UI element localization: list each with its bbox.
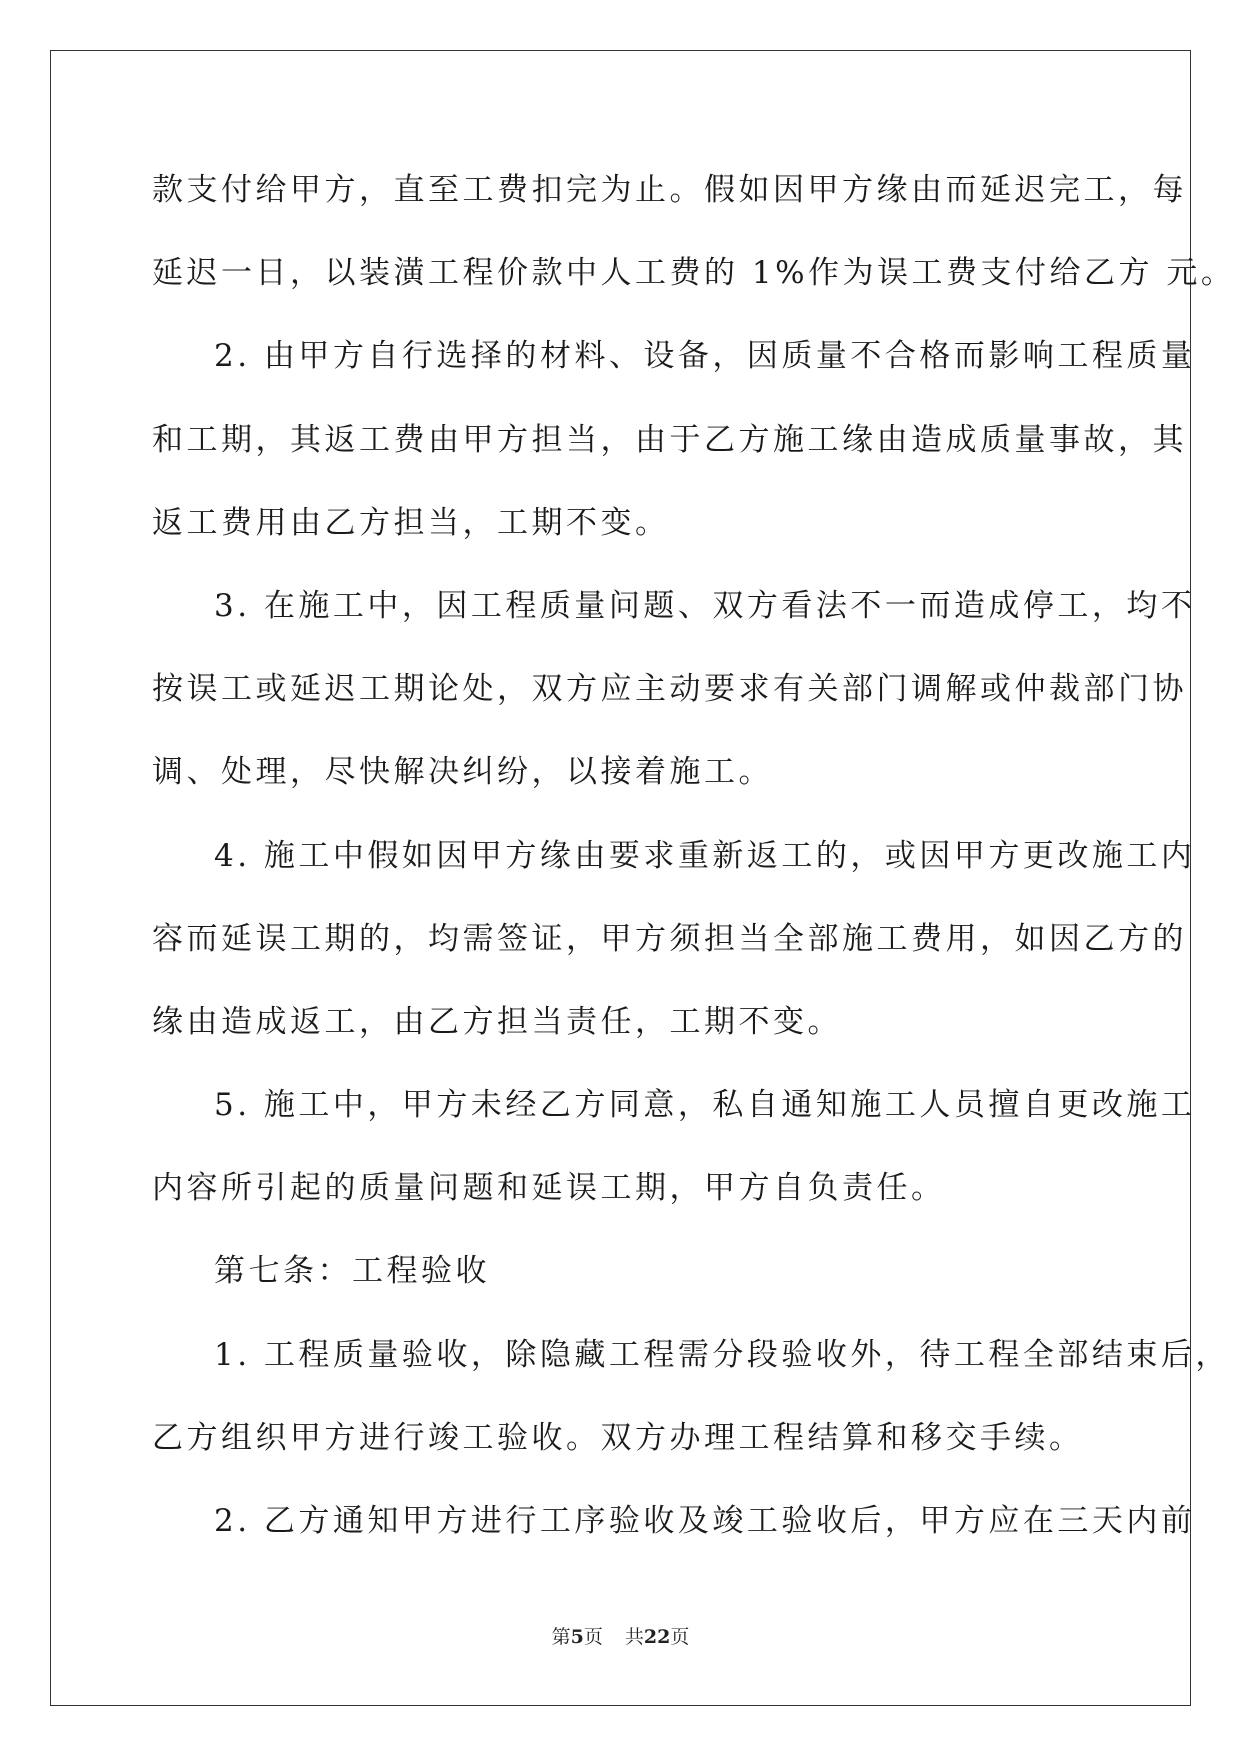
text-line: 内容所引起的质量问题和延误工期，甲方自负责任。 bbox=[152, 1170, 946, 1207]
text-line: 4. 施工中假如因甲方缘由要求重新返工的，或因甲方更改施工内 bbox=[214, 837, 1196, 874]
section-heading: 第七条：工程验收 bbox=[214, 1253, 490, 1290]
text-line: 按误工或延迟工期论处，双方应主动要求有关部门调解或仲裁部门协 bbox=[152, 671, 1187, 708]
text-line: 乙方组织甲方进行竣工验收。双方办理工程结算和移交手续。 bbox=[152, 1419, 1084, 1456]
total-prefix: 共 bbox=[624, 1626, 644, 1648]
text-line: 和工期，其返工费由甲方担当，由于乙方施工缘由造成质量事故，其 bbox=[152, 421, 1187, 458]
text-line: 2. 乙方通知甲方进行工序验收及竣工验收后，甲方应在三天内前 bbox=[214, 1503, 1196, 1539]
page-suffix: 页 bbox=[583, 1626, 603, 1648]
text-line: 调、处理，尽快解决纠纷，以接着施工。 bbox=[152, 754, 773, 791]
total-suffix: 页 bbox=[670, 1626, 690, 1648]
text-line: 款支付给甲方，直至工费扣完为止。假如因甲方缘由而延迟完工，每 bbox=[152, 172, 1187, 208]
text-line: 1. 工程质量验收，除隐藏工程需分段验收外，待工程全部结束后， bbox=[214, 1336, 1230, 1373]
text-line: 延迟一日，以装潢工程价款中人工费的 1%作为误工费支付给乙方 元。 bbox=[152, 255, 1236, 292]
text-line: 缘由造成返工，由乙方担当责任，工期不变。 bbox=[152, 1003, 842, 1040]
page-prefix: 第 bbox=[551, 1626, 571, 1648]
total-pages: 22 bbox=[643, 1626, 671, 1648]
text-line: 5. 施工中，甲方未经乙方同意，私自通知施工人员擅自更改施工 bbox=[214, 1087, 1196, 1124]
page-footer bbox=[0, 1624, 1241, 1650]
text-line: 3. 在施工中，因工程质量问题、双方看法不一而造成停工，均不 bbox=[214, 587, 1196, 624]
document-body bbox=[152, 160, 1236, 1574]
text-line: 返工费用由乙方担当，工期不变。 bbox=[152, 504, 670, 541]
page-number: 5 bbox=[570, 1626, 584, 1648]
text-line: 容而延误工期的，均需签证，甲方须担当全部施工费用，如因乙方的 bbox=[152, 920, 1187, 957]
text-line: 2. 由甲方自行选择的材料、设备，因质量不合格而影响工程质量 bbox=[214, 338, 1196, 375]
